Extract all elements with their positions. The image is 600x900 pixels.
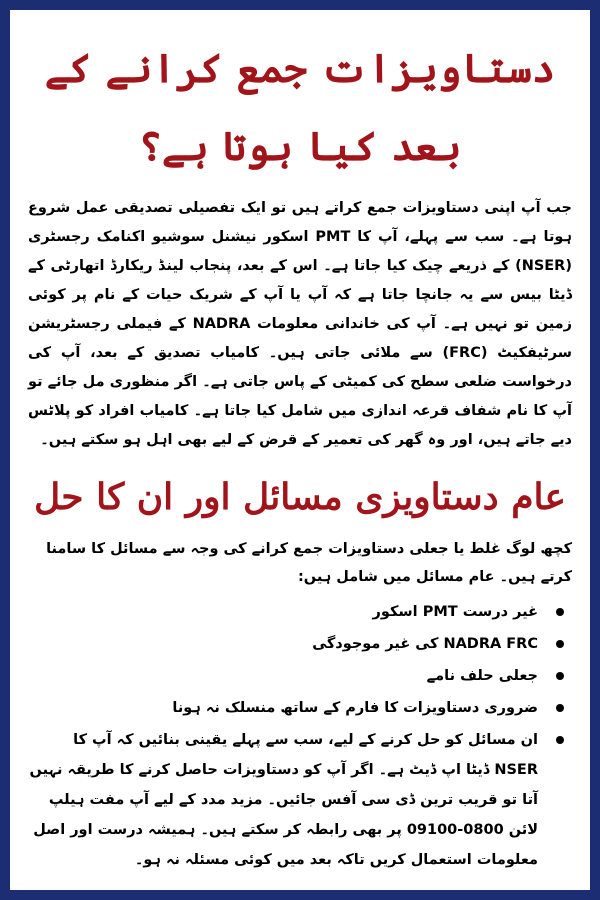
article-page: [10, 10, 590, 890]
section-heading: عام دستاویزی مسائل اور ان کا حل: [34, 476, 566, 518]
issues-list: [28, 597, 572, 875]
list-item-text: ان مسائل کو حل کرنے کے لیے، سب سے پہلے یقینی بنائیں کہ آپ کا NSER ڈیٹا اپ ڈیٹ ہے۔ اگر آپ کو دستاویزات حاصل کرنے کا طریقہ نہیں آتا تو قریب ترین ڈی سی آفس جائیں۔ مزید مدد کے لیے آپ مفت ہیلپ لائن 0800-09100 پر بھی رابطہ کر سکتے ہیں۔ ہمیشہ درست اور اصل معلومات استعمال کریں تاکہ بعد میں کوئی مسئلہ نہ ہو۔: [29, 732, 538, 868]
list-item: [28, 661, 572, 691]
bullet-icon: [556, 672, 564, 680]
section-intro: کچھ لوگ غلط یا جعلی دستاویزات جمع کرانے کی وجہ سے مسائل کا سامنا کرتے ہیں۔ عام مسائل میں شامل ہیں:: [46, 541, 572, 585]
list-item: [28, 629, 572, 659]
bullet-icon: [556, 608, 564, 616]
list-item-text: غیر درست PMT اسکور: [372, 604, 538, 620]
list-item-text: جعلی حلف نامے: [426, 668, 538, 684]
bullet-icon: [556, 640, 564, 648]
bullet-icon: [556, 736, 564, 744]
article-paragraph: جب آپ اپنی دستاویزات جمع کراتے ہیں تو ایک تفصیلی تصدیقی عمل شروع ہوتا ہے۔ سب سے پہلے، آپ کا PMT اسکور نیشنل سوشیو اکنامک رجسٹری (NSER) کے ذریعے چیک کیا جاتا ہے۔ اس کے بعد، پنجاب لینڈ ریکارڈ اتھارٹی کے ڈیٹا بیس سے یہ جانچا جاتا ہے کہ آپ یا آپ کے شریک حیات کے نام پر کوئی زمین تو نہیں ہے۔ آپ کی خاندانی معلومات NADRA کے فیملی رجسٹریشن سرٹیفکیٹ (FRC) سے ملائی جاتی ہیں۔ کامیاب تصدیق کے بعد، آپ کی درخواست ضلعی سطح کی کمیٹی کے پاس جاتی ہے۔ اگر منظوری مل جائے تو آپ کا نام شفاف قرعہ اندازی میں شامل کیا جاتا ہے۔ کامیاب افراد کو پلاٹس دیے جاتے ہیں، اور وہ گھر کی تعمیر کے قرض کے لیے بھی اہل ہو سکتے ہیں۔: [28, 200, 572, 448]
page-title: دستاویزات جمع کرانے کے بعد کیا ہوتا ہے؟: [44, 45, 556, 170]
list-item: [28, 725, 572, 875]
bullet-icon: [556, 704, 564, 712]
list-item-text: ضروری دستاویزات کا فارم کے ساتھ منسلک نہ ہونا: [172, 700, 538, 716]
list-item: [28, 693, 572, 723]
list-item: [28, 597, 572, 627]
list-item-text: NADRA FRC کی غیر موجودگی: [312, 636, 538, 652]
